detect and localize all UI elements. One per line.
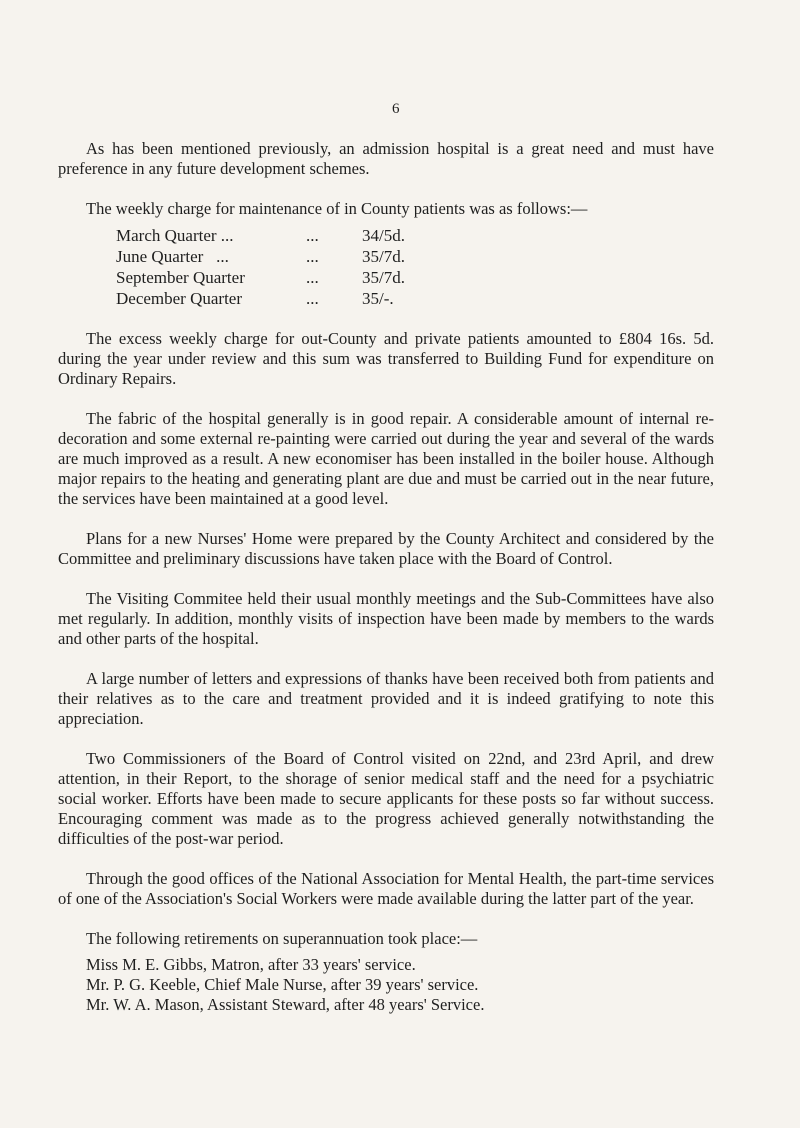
paragraph-excess-charge: The excess weekly charge for out-County and private patients amounted to £804 16s. 5d. during the year under review and this sum was transferred to Building Fund for expenditure on Ordinary Repairs. bbox=[58, 329, 714, 388]
paragraph-commissioners-visit: Two Commissioners of the Board of Control visited on 22nd, and 23rd April, and drew attention, in their Report, to the shorage of senior medical staff and the need for a psychiatric social worker. Efforts have been made to secure applicants for these posts so far without success. Encouraging comment was made as to the progress achieved generally notwithstanding the difficulties of the post-war period. bbox=[58, 749, 714, 848]
charge-label: March Quarter ... bbox=[116, 226, 234, 245]
paragraph-admission-hospital: As has been mentioned previously, an admission hospital is a great need and must have preference in any future development schemes. bbox=[58, 139, 714, 178]
charge-dots: ... bbox=[306, 268, 319, 287]
list-item: Mr. P. G. Keeble, Chief Male Nurse, after 39 years' service. bbox=[86, 975, 479, 994]
charge-dots: ... bbox=[306, 289, 319, 308]
charge-value: 34/5d. bbox=[362, 226, 405, 245]
paragraph-mental-health-association: Through the good offices of the National Association for Mental Health, the part-time services of one of the Association's Social Workers were made available during the latter part of the year. bbox=[58, 869, 714, 908]
page-number: 6 bbox=[392, 101, 400, 117]
paragraph-visiting-committee: The Visiting Commitee held their usual monthly meetings and the Sub-Committees have also met regularly. In addition, monthly visits of inspection have been made by members to the wards and other parts of the hospital. bbox=[58, 589, 714, 648]
charge-dots: ... bbox=[306, 226, 319, 245]
charge-label: December Quarter bbox=[116, 289, 243, 308]
charge-label: June Quarter ... bbox=[116, 247, 229, 266]
list-item: Miss M. E. Gibbs, Matron, after 33 years' service. bbox=[86, 955, 416, 974]
retirements-list bbox=[86, 955, 714, 1015]
paragraph-fabric-repair: The fabric of the hospital generally is in good repair. A considerable amount of internal re-decoration and some external re-painting were carried out during the year and several of the wards are much improved as a result. A new economiser has been installed in the boiler house. Although major repairs to the heating and generating plant are due and must be carried out in the near future, the services have been maintained at a good level. bbox=[58, 409, 714, 508]
charge-dots: ... bbox=[306, 247, 319, 266]
charge-row bbox=[116, 225, 714, 246]
charge-row bbox=[116, 288, 714, 309]
document-body bbox=[58, 139, 714, 1015]
charge-value: 35/7d. bbox=[362, 268, 405, 287]
charge-value: 35/-. bbox=[362, 289, 394, 308]
charge-row bbox=[116, 246, 714, 267]
paragraph-retirements-intro: The following retirements on superannuation took place:— bbox=[86, 929, 478, 948]
weekly-charge-list bbox=[116, 225, 714, 309]
charge-label: September Quarter bbox=[116, 268, 245, 287]
paragraph-letters-of-thanks: A large number of letters and expressions of thanks have been received both from patients and their relatives as to the care and treatment provided and it is indeed gratifying to note this appreciation. bbox=[58, 669, 714, 728]
list-item: Mr. W. A. Mason, Assistant Steward, after 48 years' Service. bbox=[86, 995, 485, 1014]
charge-value: 35/7d. bbox=[362, 247, 405, 266]
charge-row bbox=[116, 267, 714, 288]
paragraph-nurses-home: Plans for a new Nurses' Home were prepared by the County Architect and considered by the Committee and preliminary discussions have taken place with the Board of Control. bbox=[58, 529, 714, 568]
paragraph-weekly-charge: The weekly charge for maintenance of in County patients was as follows:— bbox=[86, 199, 588, 218]
